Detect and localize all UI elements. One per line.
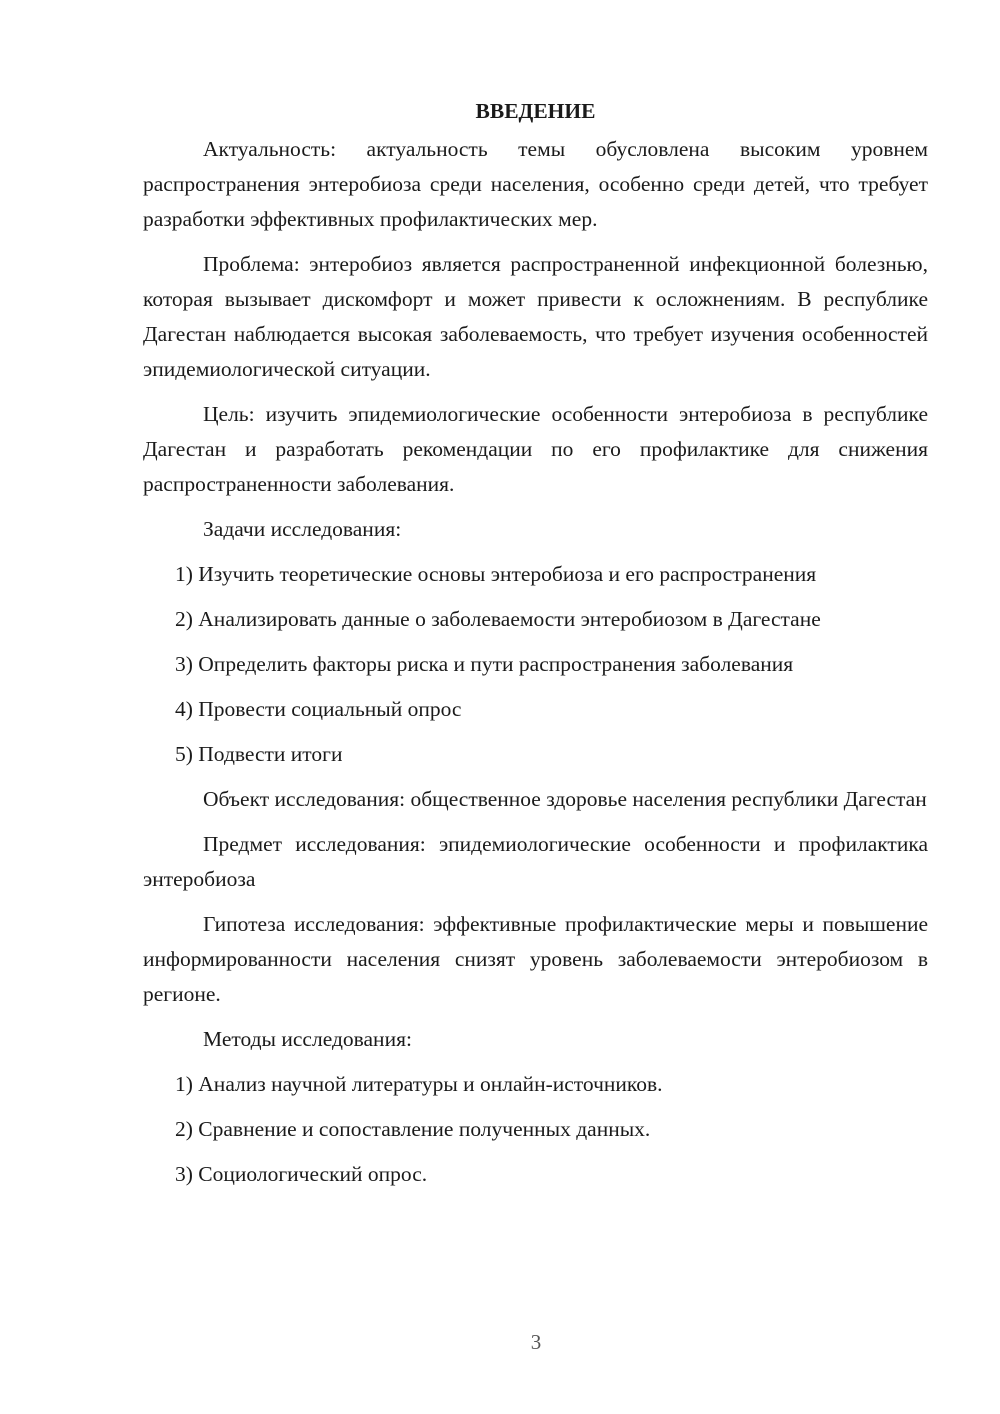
task-item-4: 4) Провести социальный опрос bbox=[175, 697, 462, 721]
section-title: ВВЕДЕНИЕ bbox=[475, 99, 596, 123]
document-page bbox=[143, 94, 928, 1202]
method-item-2: 2) Сравнение и сопоставление полученных данных. bbox=[175, 1117, 651, 1141]
subject-paragraph: Предмет исследования: эпидемиологические особенности и профилактика энтеробиоза bbox=[143, 832, 928, 891]
goal-paragraph: Цель: изучить эпидемиологические особенности энтеробиоза в республике Дагестан и разработать рекомендации по его профилактике для снижения распространенности заболевания. bbox=[143, 402, 928, 496]
hypothesis-paragraph: Гипотеза исследования: эффективные профилактические меры и повышение информированности населения снизят уровень заболеваемости энтеробиозом в регионе. bbox=[143, 912, 928, 1006]
methods-heading: Методы исследования: bbox=[203, 1027, 412, 1051]
task-item-1: 1) Изучить теоретические основы энтеробиоза и его распространения bbox=[175, 562, 817, 586]
task-item-3: 3) Определить факторы риска и пути распространения заболевания bbox=[175, 652, 794, 676]
problem-paragraph: Проблема: энтеробиоз является распространенной инфекционной болезнью, которая вызывает дискомфорт и может привести к осложнениям. В республике Дагестан наблюдается высокая заболеваемость, что требует изучения особенностей эпидемиологической ситуации. bbox=[143, 252, 928, 381]
task-item-2: 2) Анализировать данные о заболеваемости энтеробиозом в Дагестане bbox=[175, 607, 821, 631]
object-paragraph: Объект исследования: общественное здоровье населения республики Дагестан bbox=[203, 787, 927, 811]
tasks-heading: Задачи исследования: bbox=[203, 517, 402, 541]
page-number: 3 bbox=[530, 1330, 542, 1354]
relevance-paragraph: Актуальность: актуальность темы обусловлена высоким уровнем распространения энтеробиоза среди населения, особенно среди детей, что требует разработки эффективных профилактических мер. bbox=[143, 137, 928, 231]
task-item-5: 5) Подвести итоги bbox=[175, 742, 343, 766]
method-item-1: 1) Анализ научной литературы и онлайн-источников. bbox=[175, 1072, 663, 1096]
method-item-3: 3) Социологический опрос. bbox=[175, 1162, 428, 1186]
